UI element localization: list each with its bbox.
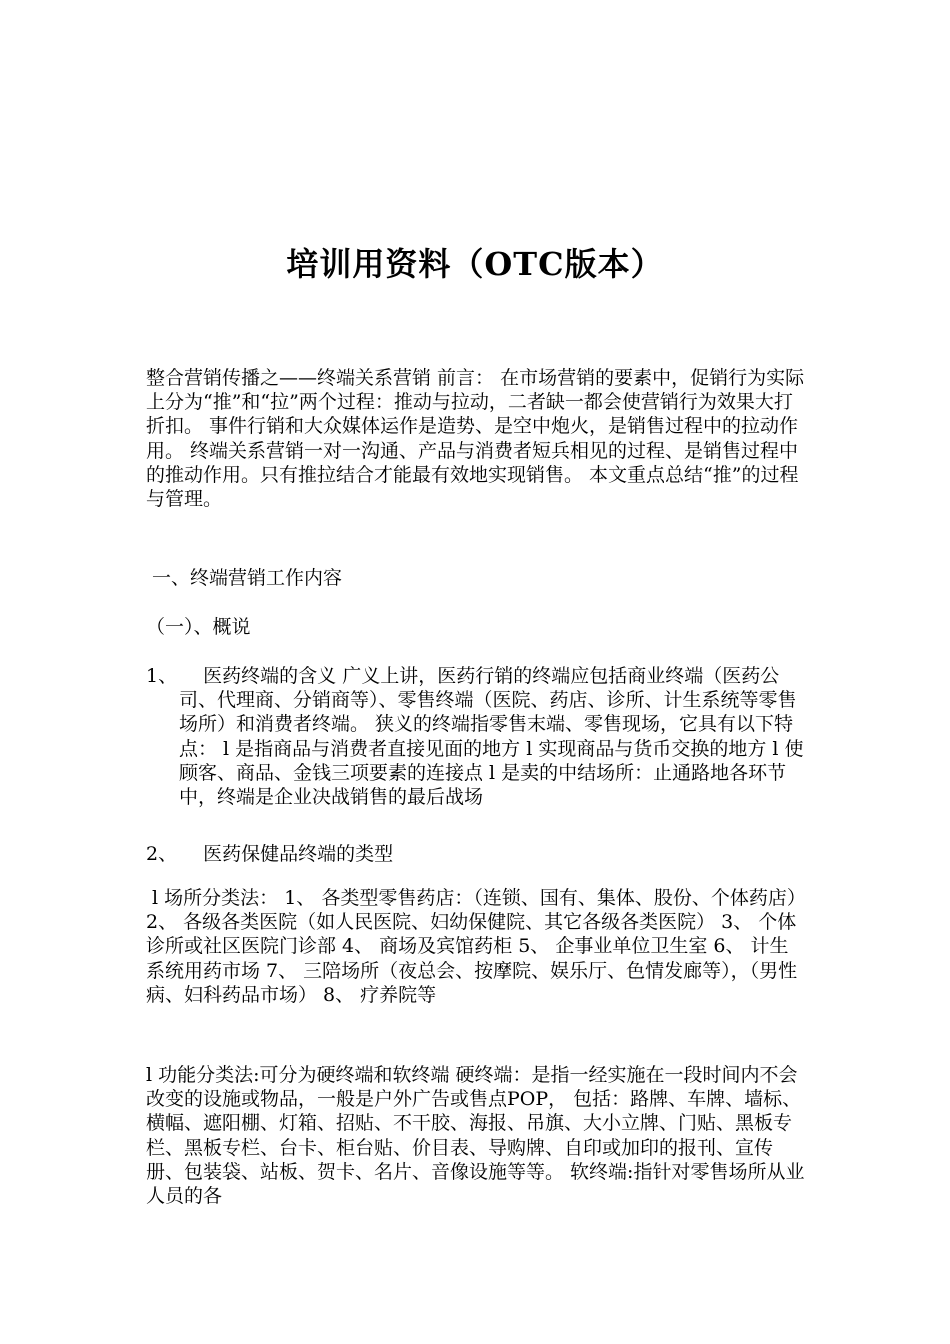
list-item [146, 842, 806, 866]
intro-paragraph [146, 366, 806, 511]
section-heading-text: 一、终端营销工作内容 [146, 567, 343, 589]
list-item-number: 1、 [146, 665, 178, 687]
section-heading [146, 566, 806, 590]
list-item-text: 医药终端的含义 广义上讲，医药行销的终端应包括商业终端（医药公司、代理商、分销商等）、零售终端（医院、药店、诊所、计生系统等零售场所）和消费者终端。 狭义的终端指零售末端、零售现场，它具有以下特点： l 是指商品与消费者直接见面的地方 l 实现商品与货币交换的地方 l 使顾客、商品、金钱三项要素的连接点 l 是卖的中结场所：止通路地各环节中，终端是企业决战销售的最后战场 [179, 665, 804, 809]
intro-text: 整合营销传播之——终端关系营销 前言： 在市场营销的要素中，促销行为实际上分为“推”和“拉”两个过程：推动与拉动，二者缺一都会使营销行为效果大打折扣。 事件行销和大众媒体运作是造势、是空中炮火，是销售过程中的拉动作用。 终端关系营销一对一沟通、产品与消费者短兵相见的过程、是销售过程中的推动作用。只有推拉结合才能最有效地实现销售。 本文重点总结“推”的过程与管理。 [146, 367, 805, 511]
list-item-number: 2、 [146, 843, 178, 865]
venue-classification-text: l 场所分类法： 1、 各类型零售药店：（连锁、国有、集体、股份、个体药店） 2、 各级各类医院（如人民医院、妇幼保健院、其它各级各类医院） 3、 个体诊所或社区医院门诊部 4、 商场及宾馆药柜 5、 企事业单位卫生室 6、 计生系统用药市场 7、 三陪场所（夜总会、按摩院、娱乐厅、色情发廊等），（男性病、妇科药品市场） 8、 疗养院等 [146, 887, 812, 1006]
function-classification-text: l 功能分类法:可分为硬终端和软终端 硬终端：是指一经实施在一段时间内不会改变的设施或物品，一般是户外广告或售点POP， 包括：路牌、车牌、墙标、横幅、遮阳棚、灯箱、招贴、不干胶、海报、吊旗、大小立牌、门贴、黑板专栏、黑板专栏、台卡、柜台贴、价目表、导购牌、自印或加印的报刊、宣传册、包装袋、站板、贺卡、名片、音像设施等等。 软终端:指针对零售场所从业人员的各 [146, 1064, 805, 1208]
document-title: 培训用资料（OTC版本） [286, 245, 664, 283]
list-item [146, 664, 806, 809]
list-item-text: 医药保健品终端的类型 [179, 843, 394, 865]
venue-classification-paragraph [146, 886, 812, 1007]
subsection-heading-text: （一）、概说 [146, 616, 251, 638]
subsection-heading [146, 615, 806, 639]
function-classification-paragraph [146, 1063, 806, 1208]
